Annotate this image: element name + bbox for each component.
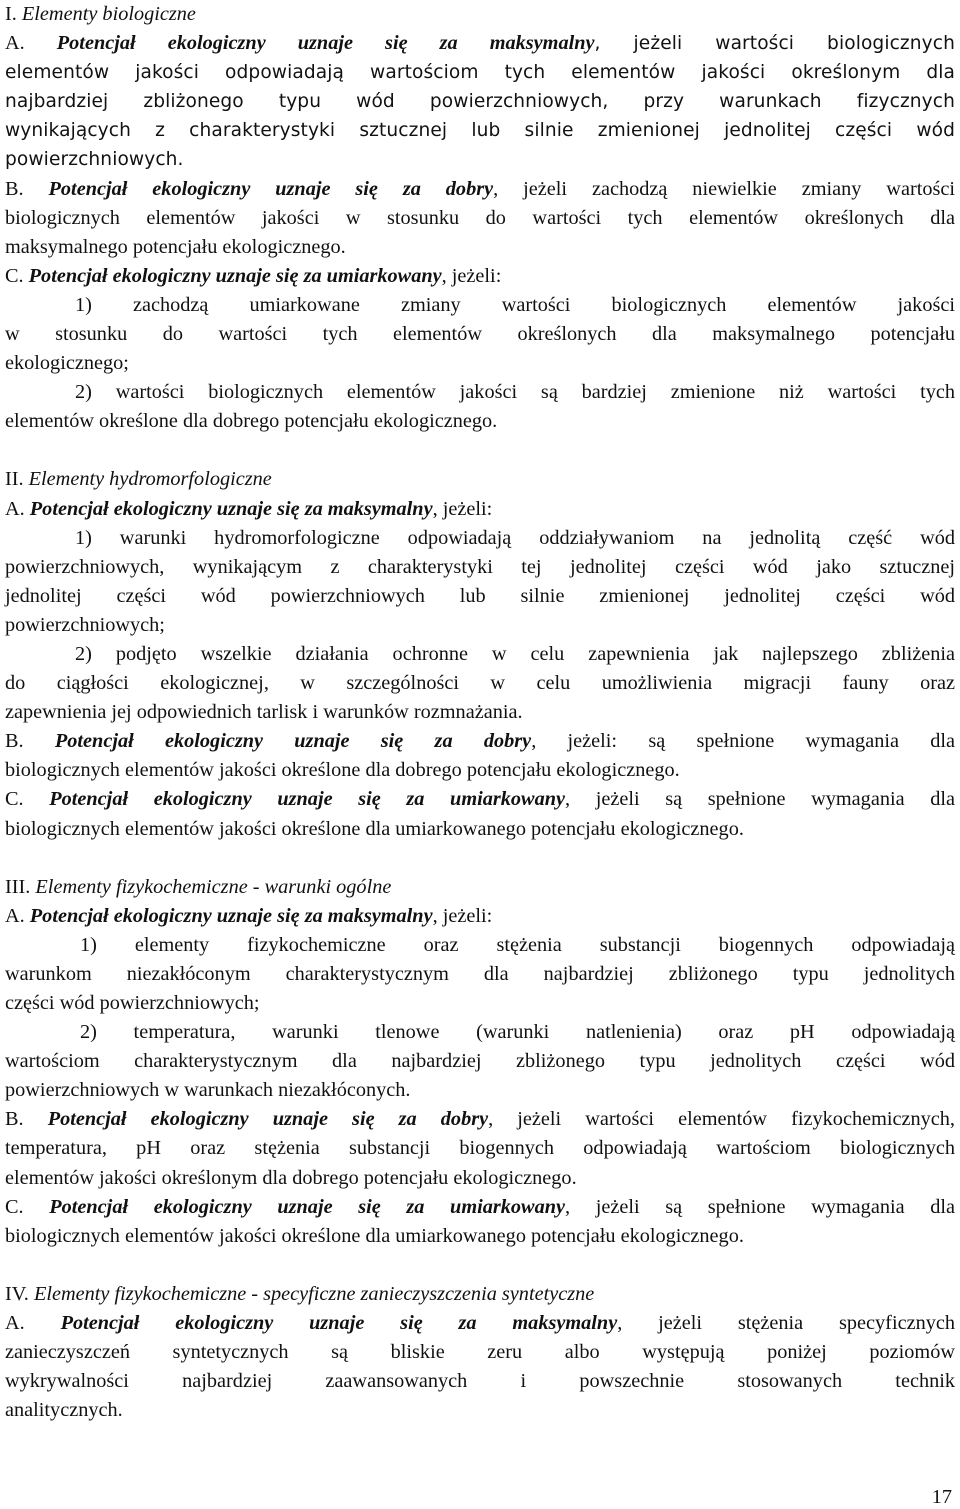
emphasis-text: Potencjał ekologiczny uznaje się za dobry <box>48 177 494 200</box>
paragraph-line <box>5 1105 955 1134</box>
item-letter: A. <box>5 1311 61 1334</box>
body-text: , jeżeli: <box>432 904 493 927</box>
section-heading <box>5 873 955 902</box>
item-letter: B. <box>5 177 49 200</box>
emphasis-text: Potencjał ekologiczny uznaje się za umiarkowany <box>49 788 565 811</box>
item-letter: C. <box>5 264 29 287</box>
list-item: 1) warunki hydromorfologiczne odpowiadają oddziaływaniom na jednolitą część wód <box>75 526 955 549</box>
body-text: , jeżeli wartości elementów fizykochemicznych, <box>488 1108 955 1131</box>
paragraph-line: części wód powierzchniowych; <box>5 992 260 1014</box>
body-text: , jeżeli: <box>432 497 493 520</box>
paragraph-line: jednolitej części wód powierzchniowych lub silnie zmienionej jednolitej części wód <box>5 584 955 607</box>
section-heading <box>5 1280 955 1309</box>
paragraph-line: biologicznych elementów jakości określone dla dobrego potencjału ekologicznego. <box>5 759 680 782</box>
paragraph-line: wartościom charakterystycznym dla najbardziej zbliżonego typu jednolitych części wód <box>5 1050 955 1073</box>
body-text: , jeżeli są spełnione wymagania dla <box>565 1195 956 1218</box>
paragraph-line: analitycznych. <box>5 1399 123 1422</box>
body-text: , jeżeli: <box>441 264 502 287</box>
paragraph-line <box>5 262 955 291</box>
paragraph-line: maksymalnego potencjału ekologicznego. <box>5 235 346 258</box>
emphasis-text: Potencjał ekologiczny uznaje się za umiarkowany <box>28 264 442 287</box>
body-text: , jeżeli stężenia specyficznych <box>617 1311 955 1334</box>
paragraph-line: powierzchniowych w warunkach niezakłóconych. <box>5 1079 411 1102</box>
list-item: 1) elementy fizykochemiczne oraz stężenia substancji biogennych odpowiadają <box>80 933 955 956</box>
item-letter: B. <box>5 1108 48 1131</box>
paragraph-line: ekologicznego; <box>5 352 129 375</box>
item-letter: C. <box>5 1195 50 1218</box>
paragraph-line <box>5 1193 955 1222</box>
paragraph-line: biologicznych elementów jakości określone dla umiarkowanego potencjału ekologicznego. <box>5 817 744 840</box>
emphasis-text: Potencjał ekologiczny uznaje się za dobry <box>54 730 532 753</box>
section-title: Elementy biologiczne <box>21 3 196 25</box>
list-item: 1) zachodzą umiarkowane zmiany wartości biologicznych elementów jakości <box>75 293 955 316</box>
body-text: , jeżeli są spełnione wymagania dla <box>565 788 956 811</box>
emphasis-text: Potencjał ekologiczny uznaje się za umiarkowany <box>49 1195 565 1218</box>
paragraph-line: powierzchniowych, wynikającym z charakterystyki tej jednolitej części wód jako sztucznej <box>5 555 955 578</box>
list-item: 2) podjęto wszelkie działania ochronne w celu zapewnienia jak najlepszego zbliżenia <box>75 642 955 665</box>
section-title: Elementy fizykochemiczne - specyficzne zanieczyszczenia syntetyczne <box>33 1282 595 1305</box>
paragraph-line: biologicznych elementów jakości określone dla umiarkowanego potencjału ekologicznego. <box>5 1224 744 1247</box>
paragraph-line: wykrywalności najbardziej zaawansowanych i powszechnie stosowanych technik <box>5 1370 955 1393</box>
item-letter: A. <box>5 904 30 927</box>
emphasis-text: Potencjał ekologiczny uznaje się za maksymalny <box>60 1311 618 1334</box>
paragraph-line <box>5 1309 955 1338</box>
paragraph-line: warunkom niezakłóconym charakterystycznym dla najbardziej zbliżonego typu jednolitych <box>5 962 955 985</box>
page-number: 17 <box>931 1486 952 1508</box>
item-letter: A. <box>5 32 57 55</box>
paragraph-line: w stosunku do wartości tych elementów określonych dla maksymalnego potencjału <box>5 323 955 346</box>
item-letter: C. <box>5 788 50 811</box>
document-page <box>5 0 955 1425</box>
paragraph-line: zanieczyszczeń syntetycznych są bliskie zeru albo występują poniżej poziomów <box>5 1341 955 1364</box>
emphasis-text: Potencjał ekologiczny uznaje się za dobry <box>47 1108 489 1131</box>
section-title: Elementy hydromorfologiczne <box>28 468 272 491</box>
section-heading <box>5 0 955 29</box>
paragraph-line <box>5 29 955 58</box>
body-text: , jeżeli: są spełnione wymagania dla <box>531 730 956 753</box>
paragraph-line <box>5 727 955 756</box>
paragraph-line <box>5 495 955 524</box>
paragraph-line: powierzchniowych. <box>5 149 184 171</box>
paragraph-line <box>5 902 955 931</box>
section-number: III. <box>5 875 31 898</box>
paragraph-line: temperatura, pH oraz stężenia substancji biogennych odpowiadają wartościom biologicznych <box>5 1137 955 1160</box>
list-item: 2) temperatura, warunki tlenowe (warunki natlenienia) oraz pH odpowiadają <box>80 1021 955 1044</box>
paragraph-line: elementów jakości określonym dla dobrego potencjału ekologicznego. <box>5 1166 577 1189</box>
item-letter: B. <box>5 730 55 753</box>
body-text: , jeżeli zachodzą niewielkie zmiany wartości <box>493 177 956 200</box>
paragraph-line: najbardziej zbliżonego typu wód powierzchniowych, przy warunkach fizycznych <box>5 91 955 113</box>
section-number: II. <box>5 468 24 491</box>
section-heading <box>5 465 955 494</box>
paragraph-line: do ciągłości ekologicznej, w szczególności w celu umożliwienia migracji fauny oraz <box>5 672 955 695</box>
section-number: IV. <box>5 1282 29 1305</box>
list-item: 2) wartości biologicznych elementów jakości są bardziej zmienione niż wartości tych <box>75 381 955 404</box>
section-number: I. <box>5 3 17 25</box>
paragraph-line <box>5 785 955 814</box>
section-title: Elementy fizykochemiczne - warunki ogólne <box>35 875 392 898</box>
emphasis-text: Potencjał ekologiczny uznaje się za maksymalny <box>56 32 595 55</box>
emphasis-text: Potencjał ekologiczny uznaje się za maksymalny <box>29 497 433 520</box>
emphasis-text: Potencjał ekologiczny uznaje się za maksymalny <box>29 904 433 927</box>
item-letter: A. <box>5 497 30 520</box>
paragraph-line: elementów jakości odpowiadają wartościom tych elementów jakości określonym dla <box>5 62 955 84</box>
paragraph-line <box>5 175 955 204</box>
paragraph-line: biologicznych elementów jakości w stosunku do wartości tych elementów określonych dla <box>5 206 955 229</box>
paragraph-line: powierzchniowych; <box>5 613 165 636</box>
body-text: , jeżeli wartości biologicznych <box>594 33 955 55</box>
paragraph-line: elementów określone dla dobrego potencjału ekologicznego. <box>5 410 498 433</box>
paragraph-line: zapewnienia jej odpowiednich tarlisk i warunków rozmnażania. <box>5 701 523 724</box>
paragraph-line: wynikających z charakterystyki sztucznej lub silnie zmienionej jednolitej części wód <box>5 120 955 142</box>
